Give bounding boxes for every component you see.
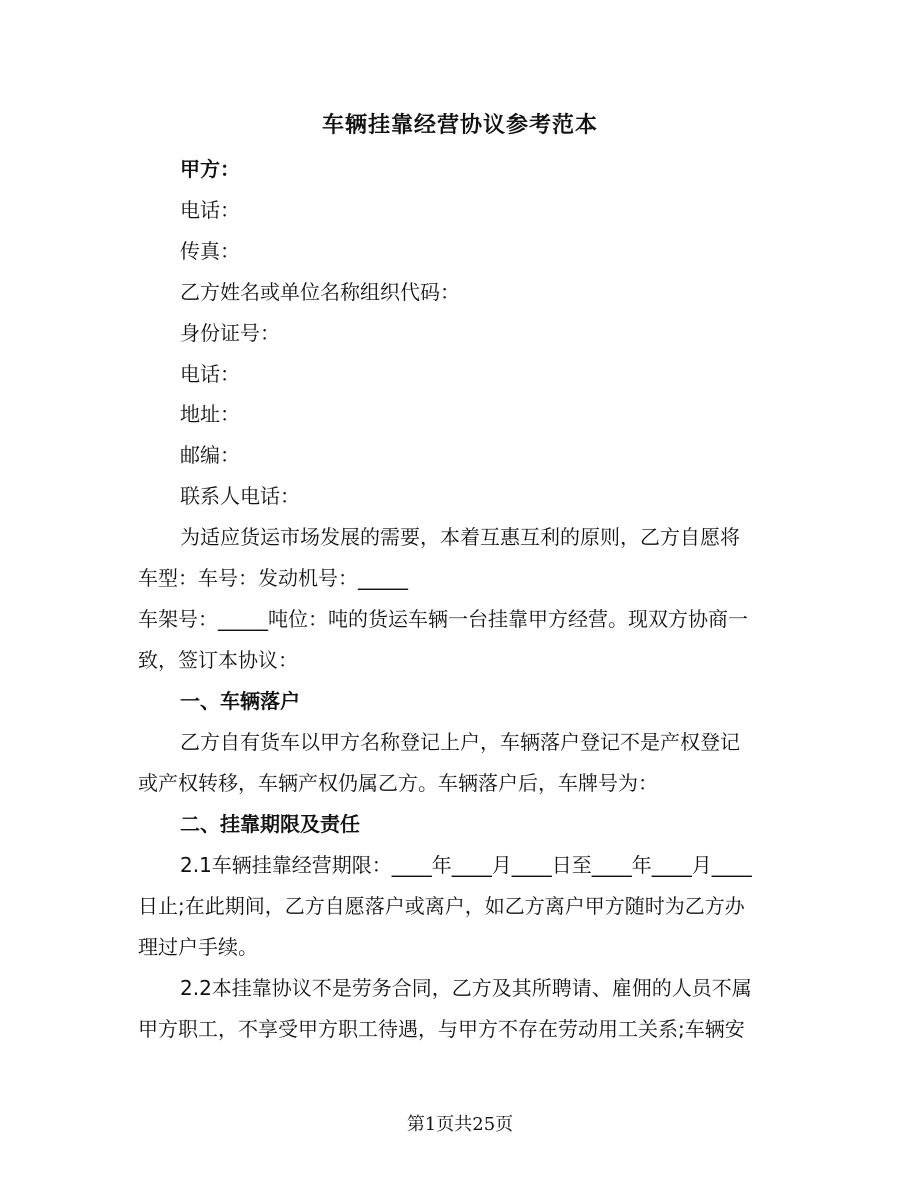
paragraph-line: 或产权转移，车辆产权仍属乙方。车辆落户后，车牌号为： — [138, 771, 658, 795]
paragraph-line: 2.1车辆挂靠经营期限：____年____月____日至____年____月____ — [180, 853, 752, 877]
paragraph-line: 甲方职工，不享受甲方职工待遇，与甲方不存在劳动用工关系;车辆安 — [138, 1017, 745, 1041]
paragraph-line: 日止;在此期间，乙方自愿落户或离户，如乙方离户甲方随时为乙方办 — [138, 894, 745, 918]
id-number-label: 身份证号： — [180, 321, 280, 345]
party-a-label: 甲方： — [180, 157, 240, 181]
paragraph-line: 2.2本挂靠协议不是劳务合同，乙方及其所聘请、雇佣的人员不属 — [180, 976, 752, 1000]
paragraph-line: 车型：车号：发动机号：_____ — [138, 566, 408, 590]
postcode-label: 邮编： — [180, 443, 240, 467]
phone-label: 电话： — [180, 198, 240, 222]
page-number: 第1页共25页 — [406, 1114, 514, 1135]
party-b-phone-label: 电话： — [180, 362, 240, 386]
section-heading: 二、挂靠期限及责任 — [180, 812, 360, 836]
paragraph-line: 车架号：_____吨位：吨的货运车辆一台挂靠甲方经营。现双方协商一 — [138, 607, 748, 631]
fax-label: 传真： — [180, 239, 240, 263]
paragraph-line: 理过户手续。 — [138, 935, 258, 959]
address-label: 地址： — [180, 402, 240, 426]
party-b-name-label: 乙方姓名或单位名称组织代码： — [180, 280, 460, 304]
contact-phone-label: 联系人电话： — [180, 484, 300, 508]
paragraph-line: 乙方自有货车以甲方名称登记上户，车辆落户登记不是产权登记 — [180, 730, 740, 754]
paragraph-line: 为适应货运市场发展的需要，本着互惠互利的原则，乙方自愿将 — [180, 525, 740, 549]
paragraph-line: 致，签订本协议： — [138, 648, 298, 672]
section-heading: 一、车辆落户 — [180, 689, 300, 713]
document-title: 车辆挂靠经营协议参考范本 — [321, 113, 598, 138]
